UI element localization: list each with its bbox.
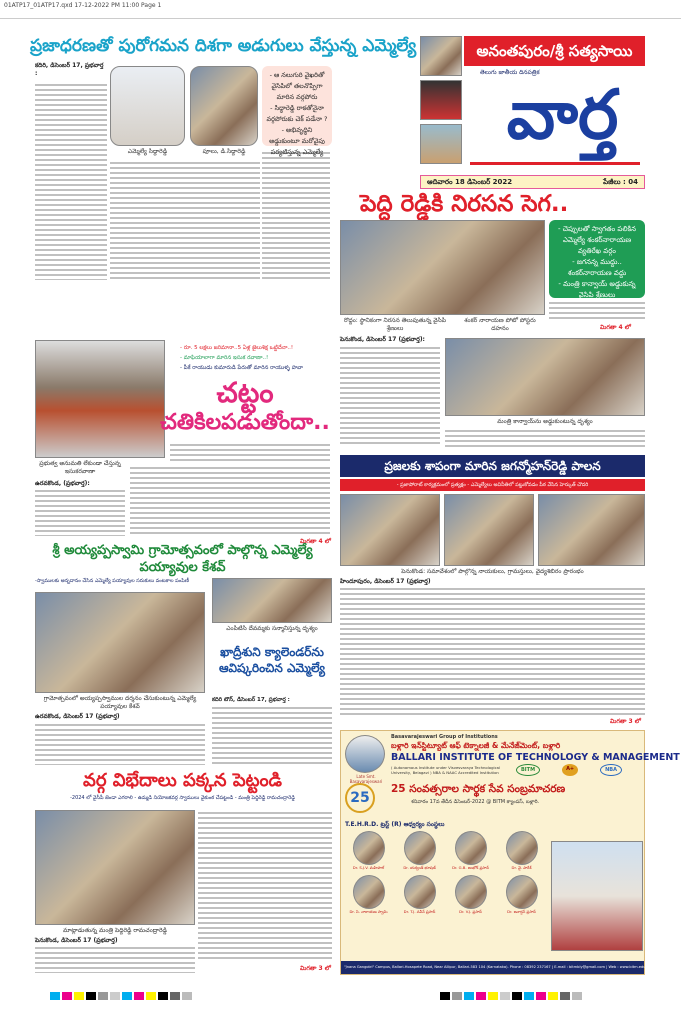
story2-points xyxy=(549,220,645,298)
story4-dateline: హిందూపురం, డిసెంబర్ 17 (ప్రభవార్త) xyxy=(340,578,431,585)
story7-body-2 xyxy=(198,810,332,960)
story3-body-3 xyxy=(170,442,330,462)
campus-photo xyxy=(551,841,643,951)
event-details: శనివారం 17వ తేదీన డిసెంబర్-2022 @ BITM క్యాంపస్, బళ్లారి. xyxy=(411,799,540,805)
sidebar-point: - సిద్ధారెడ్డి రాకతోనైనా వర్గపోరుకు చెక్ పడేనా ? xyxy=(266,104,328,123)
masthead xyxy=(420,36,645,171)
institute-name-en: BALLARI INSTITUTE OF TECHNOLOGY & MANAGEMENT xyxy=(391,752,680,763)
story1-body xyxy=(35,82,107,280)
institute-name-te: బళ్లారి ఇన్‌స్టిట్యూట్ ఆఫ్ టెక్నాలజీ & మేనేజ్‌మెంట్, బళ్లారి xyxy=(391,741,561,750)
date-bar xyxy=(420,175,645,189)
rally-photo xyxy=(190,66,258,146)
25-years-badge: 25 xyxy=(345,783,375,813)
edition-banner: అనంతపురం/శ్రీ సత్యసాయి xyxy=(464,36,645,66)
story1-caption2: పూలు, డి.సిద్దారెడ్డి xyxy=(202,148,246,155)
story4-headline: ప్రజలకు శాపంగా మారిన జగన్మోహన్‌రెడ్డి పాలన xyxy=(340,455,645,477)
story1-dateline: కదిరి, డిసెంబర్ 17, ప్రభవార్త : xyxy=(35,62,104,77)
point: - మంత్రి కాన్వాయ్ అడ్డుకున్న వైసిపి శ్రేణులు xyxy=(558,280,636,299)
color-registration-bar-2 xyxy=(440,985,584,1004)
color-registration-bar xyxy=(50,985,194,1004)
founder-photo xyxy=(345,735,385,773)
sand-truck-photo xyxy=(35,340,165,458)
crop-line xyxy=(0,18,681,19)
story4-caption: పెనుకొండ: సమావేశంలో పాల్గొన్న నాయకులు, గ్రామస్తులు, వైద్యశిబిరం ప్రారంభం xyxy=(401,568,584,575)
story5-subhead: -స్వాములకు అన్నదానం చేసిన ఎమ్మెల్యే పయ్యావుల సరుకులు వంటకాల పంపిణీ xyxy=(35,578,189,584)
group-name: Basavarajeswari Group of Institutions xyxy=(391,734,498,740)
dignitary: Dr. V.J. ప్రసాద్ xyxy=(447,875,494,915)
point: - జగనన్న ముద్దు.. శంకర్‌నారాయణ వద్దు xyxy=(567,258,627,277)
story7-caption: మాట్లాడుతున్న మంత్రి పెద్దిరెడ్డి రామచంద్రారెడ్డి xyxy=(62,927,167,934)
story3-points xyxy=(180,343,330,373)
convoy-photo xyxy=(445,338,645,416)
story7-headline: వర్గ విభేదాలు పక్కన పెట్టండి xyxy=(83,770,282,791)
meeting-photo-3 xyxy=(538,494,645,566)
headline-line: చతికిలపడుతోందా.. xyxy=(160,410,330,435)
story3-continued: మిగతా 4 లో xyxy=(300,538,331,545)
story3-body-2 xyxy=(130,465,330,537)
story4-subhead: - ప్రజాపోరాట్ కార్యక్రమంలో ప్రత్యక్షం - ఎమ్మెల్యేలు అవినీతిలో పట్టుకోవడం పీఠ వేసిన హెర్కుత్ చౌదరి xyxy=(340,479,645,491)
story2-headline: పెద్ది రెడ్డికి నిరసన సెగ.. xyxy=(360,191,569,217)
ayyappa-photo xyxy=(35,592,205,693)
issue-date: ఆదివారం 18 డిసెంబర్ 2022 xyxy=(427,178,513,186)
minister-photo xyxy=(35,810,195,925)
story1-body-3 xyxy=(262,150,330,280)
meeting-photo-1 xyxy=(340,494,440,566)
sidebar-point: - అభివృద్ధిని అడ్డుకుంటూ మరోవైపు పర్యటిస్తున్న ఎమ్మెల్యే xyxy=(269,126,325,156)
story2-dateline: పెనుకొండ, డిసెంబర్ 17 (ప్రభవార్త): xyxy=(340,336,425,343)
ad-footer: "Jnana Gangotri" Campus, Ballari-Hosapete Road, Near Allipur, Ballari-583 104 (Karnataka). Phone : 08392 237167 | E-mail : bitmbly@gmail.com | Web : www.bitm.edu.in xyxy=(341,961,644,974)
dignitary: Dr. S.J.V. మహిపాల్ xyxy=(345,831,392,871)
tagline: తెలుగు జాతీయ దినపత్రిక xyxy=(480,69,540,76)
protest-photo xyxy=(340,220,545,315)
point: - పీకే రాయుడు కుమారుడి పేరుతో మారిన రాయుళ్ళ హవా xyxy=(180,365,304,371)
story1-sidebar xyxy=(262,66,332,156)
story3-body xyxy=(35,488,125,536)
story5-dateline: ఉరవకొండ, డిసెంబర్ 17 (ప్రభవార్త) xyxy=(35,713,120,720)
felicitation-photo xyxy=(212,578,332,623)
story7-body xyxy=(35,945,195,973)
accreditation-logos xyxy=(516,764,622,776)
story5-caption: గ్రామోత్సవంలో అయ్యప్పస్వాముల దర్శనం చేసుకుంటున్న ఎమ్మెల్యే పయ్యావుల కేశవ్ xyxy=(43,695,197,710)
page-count: పేజీలు : 04 xyxy=(603,178,638,186)
story1-body-2 xyxy=(110,160,260,280)
point: - చెప్పులతో స్వాగతం పలికిన ఎమ్మెల్యే శంకర్‌నారాయణ వ్యతిరేఖ వర్గం xyxy=(557,225,637,255)
story2-body-top xyxy=(549,300,645,322)
print-slug: 01ATP17_01ATP17.qxd 17-12-2022 PM 11:00 Page 1 xyxy=(4,2,162,9)
logo-title: వార్త xyxy=(506,76,619,155)
dignitaries-grid xyxy=(345,831,545,915)
story2-caption3: మంత్రి కాన్వాయ్‌ను అడ్డుకుంటున్న దృశ్యం xyxy=(497,418,593,425)
founder-name: Late Smt. Basavarajeswari xyxy=(349,774,383,784)
celebration-title: 25 సంవత్సరాల సార్థక సేవ సంబ్రమాచరణ xyxy=(391,783,566,795)
story2-continued: మిగతా 4 లో xyxy=(600,324,631,331)
dignitary: Dr. G.B. జంభోక్ ప్రసాద్ xyxy=(447,831,494,871)
story2-body xyxy=(340,345,440,445)
story5-body xyxy=(35,722,205,765)
accreditation: ( Autonomous Institute under Visvesvaraya Technological University, Belagavi ) NBA & NAAC Accredited Institution xyxy=(391,765,501,775)
story5-headline: శ్రీ అయ్యప్పస్వామి గ్రామోత్సవంలో పాల్గొన్న ఎమ్మెల్యే పయ్యావుల కేశవ్ xyxy=(52,543,313,575)
point: - మాఫియాలాగా మారిన ఇసుక రవాణా..! xyxy=(180,355,269,361)
story6-body xyxy=(212,705,332,765)
story2-caption: రొద్దం: స్థానికంగా నిరసన తెలుపుతున్న వైసిపి శ్రేణులు xyxy=(344,317,446,332)
dignitary: Dr. వై. పారేశ్ xyxy=(498,831,545,871)
story3-headline xyxy=(150,378,340,438)
monument-photo xyxy=(420,124,462,164)
story3-caption: ప్రభుత్వ అనుమతి లేకుండా చేస్తున్న ఇసుకరవాణా xyxy=(39,460,121,475)
deity-photo xyxy=(420,36,462,76)
meeting-photo-2 xyxy=(444,494,534,566)
story4-body xyxy=(340,586,645,716)
story7-subhead: -2024 లో వైసీపీ జెండా ఎగరాలి - ఉమ్మడి నియోజకవర్గ స్వాములు వైకుంఠ చేపట్టండి - మంత్రి పెద్దిరెడ్డి రామచంద్రారెడ్డి xyxy=(70,795,295,801)
story3-dateline: ఉరవకొండ, (ప్రభవార్త): xyxy=(35,480,90,487)
naac-a-plus-logo: A+ xyxy=(562,764,578,776)
story6-headline: ఖాద్రీశుని క్యాలెండర్‌ను ఆవిష్కరించిన ఎమ్మెల్యే xyxy=(218,645,326,675)
story7-dateline: పెనుకొండ, డిసెంబర్ 17 (ప్రభవార్త) xyxy=(35,937,118,944)
story2-body-2 xyxy=(445,428,645,448)
story7-continued: మిగతా 3 లో xyxy=(300,965,331,972)
trust-title: T.E.H.R.D. ట్రస్ట్ (R) ఆధ్వర్యం సంస్థలు xyxy=(345,821,445,828)
nba-logo: NBA xyxy=(600,764,622,776)
bitm-advertisement xyxy=(340,730,680,975)
logo-underline xyxy=(470,162,640,165)
dignitary: Dr. జనార్దన్ ప్రసాద్ xyxy=(498,875,545,915)
point: - రూ. 5 లక్షలు జరిమానా..5 ఏళ్ల జైలుశిక్ష ఒట్టిదేనా..! xyxy=(180,345,294,351)
story4-continued: మిగతా 3 లో xyxy=(610,718,641,725)
story6-dateline: కదిరి టౌన్, డిసెంబర్ 17, ప్రభవార్త : xyxy=(212,697,290,703)
sidebar-point: - ఆ నలుగురి వైఖరితో వైసిపిలో తలనొప్పిగా మారిన వర్గపోరు xyxy=(269,71,325,101)
story2-caption2: శంకర్ నారాయణ పోటో పోస్టరు దహనం xyxy=(464,317,536,332)
bitm-logo: BITM xyxy=(516,764,540,776)
dignitary: Dr. యశ్వంత్ భూషణ్ xyxy=(396,831,443,871)
dignitary: Dr. T.J. నవీన్ ప్రసాద్ xyxy=(396,875,443,915)
mla-photo xyxy=(110,66,185,146)
story5-caption2: ఎంపిటిసి దేవమ్మకు సన్మానిస్తున్న దృశ్యం xyxy=(226,625,318,632)
story1-headline: ప్రజాధరణతో పురోగమన దిశగా అడుగులు వేస్తున్న ఎమ్మెల్యే xyxy=(30,36,417,56)
sai-baba-photo xyxy=(420,80,462,120)
dignitary: Dr. సి. నారాయణ స్వామి xyxy=(345,875,392,915)
story1-caption1: ఎమ్మెల్యే సిద్దారెడ్డి xyxy=(127,148,168,155)
headline-line: చట్టం xyxy=(216,376,274,409)
